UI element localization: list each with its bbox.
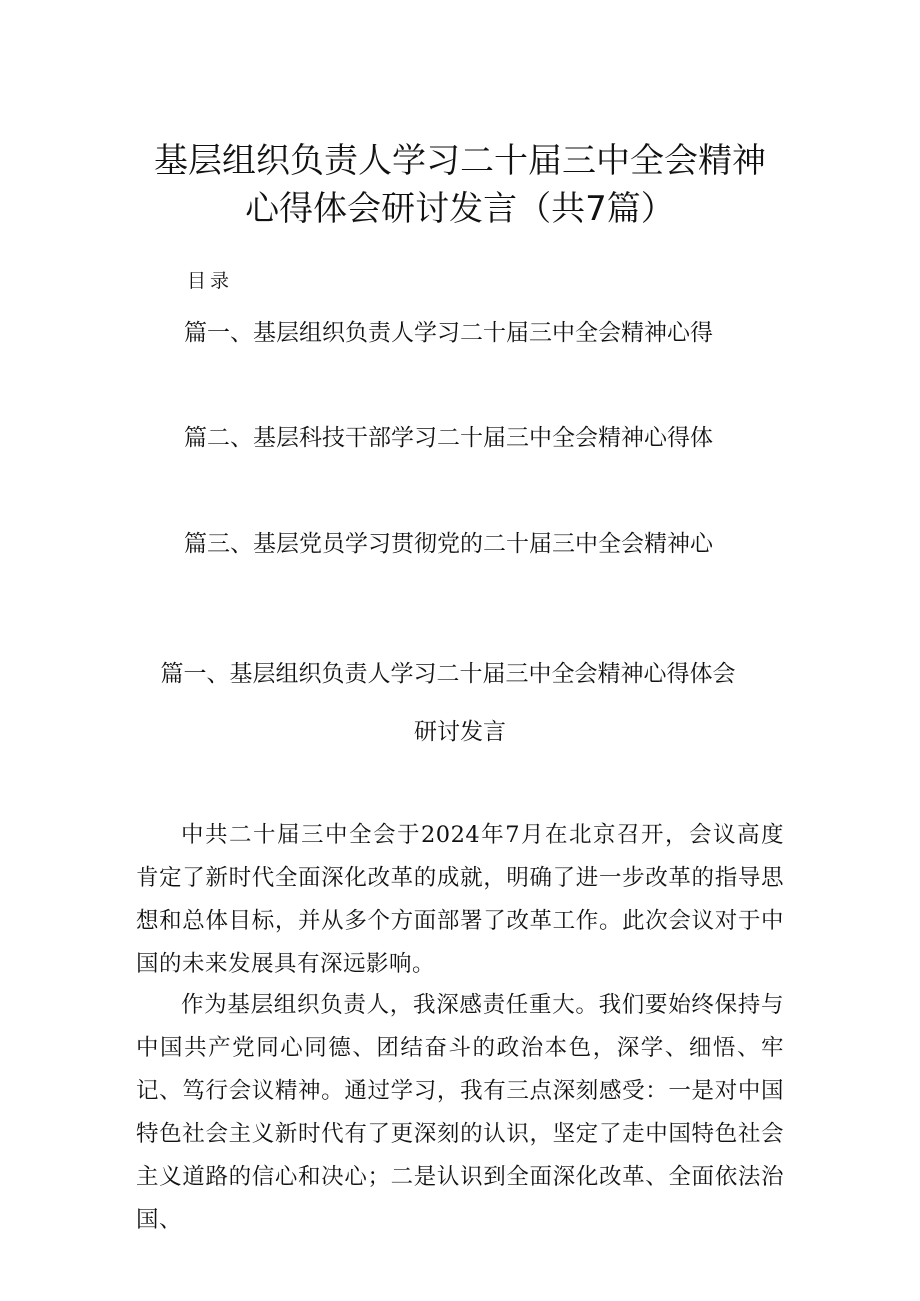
body-paragraph-1: 中共二十届三中全会于2024年7月在北京召开，会议高度肯定了新时代全面深化改革的成就，明确了进一步改革的指导思想和总体目标，并从多个方面部署了改革工作。此次会议对于中国的未来发展具有深远影响。 <box>136 822 784 977</box>
section-title-line-1: 篇一、基层组织负责人学习二十届三中全会精神心得体会 <box>160 661 736 687</box>
document-title-line-1: 基层组织负责人学习二十届三中全会精神 <box>154 141 766 181</box>
toc-item-2[interactable]: 篇二、基层科技干部学习二十届三中全会精神心得体 <box>184 425 713 451</box>
toc-item-3[interactable]: 篇三、基层党员学习贯彻党的二十届三中全会精神心 <box>184 531 713 557</box>
body-paragraph-2: 作为基层组织负责人，我深感责任重大。我们要始终保持与中国共产党同心同德、团结奋斗的政治本色，深学、细悟、牢记、笃行会议精神。通过学习，我有三点深刻感受：一是对中国特色社会主义新时代有了更深刻的认识，坚定了走中国特色社会主义道路的信心和决心；二是认识到全面深化改革、全面依法治国、 <box>136 992 784 1233</box>
section-title-line-2: 研讨发言 <box>414 719 506 745</box>
toc-label: 目录 <box>187 270 234 292</box>
document-title-line-2: 心得体会研讨发言（共7篇） <box>245 189 675 229</box>
toc-item-1[interactable]: 篇一、基层组织负责人学习二十届三中全会精神心得 <box>184 320 713 346</box>
